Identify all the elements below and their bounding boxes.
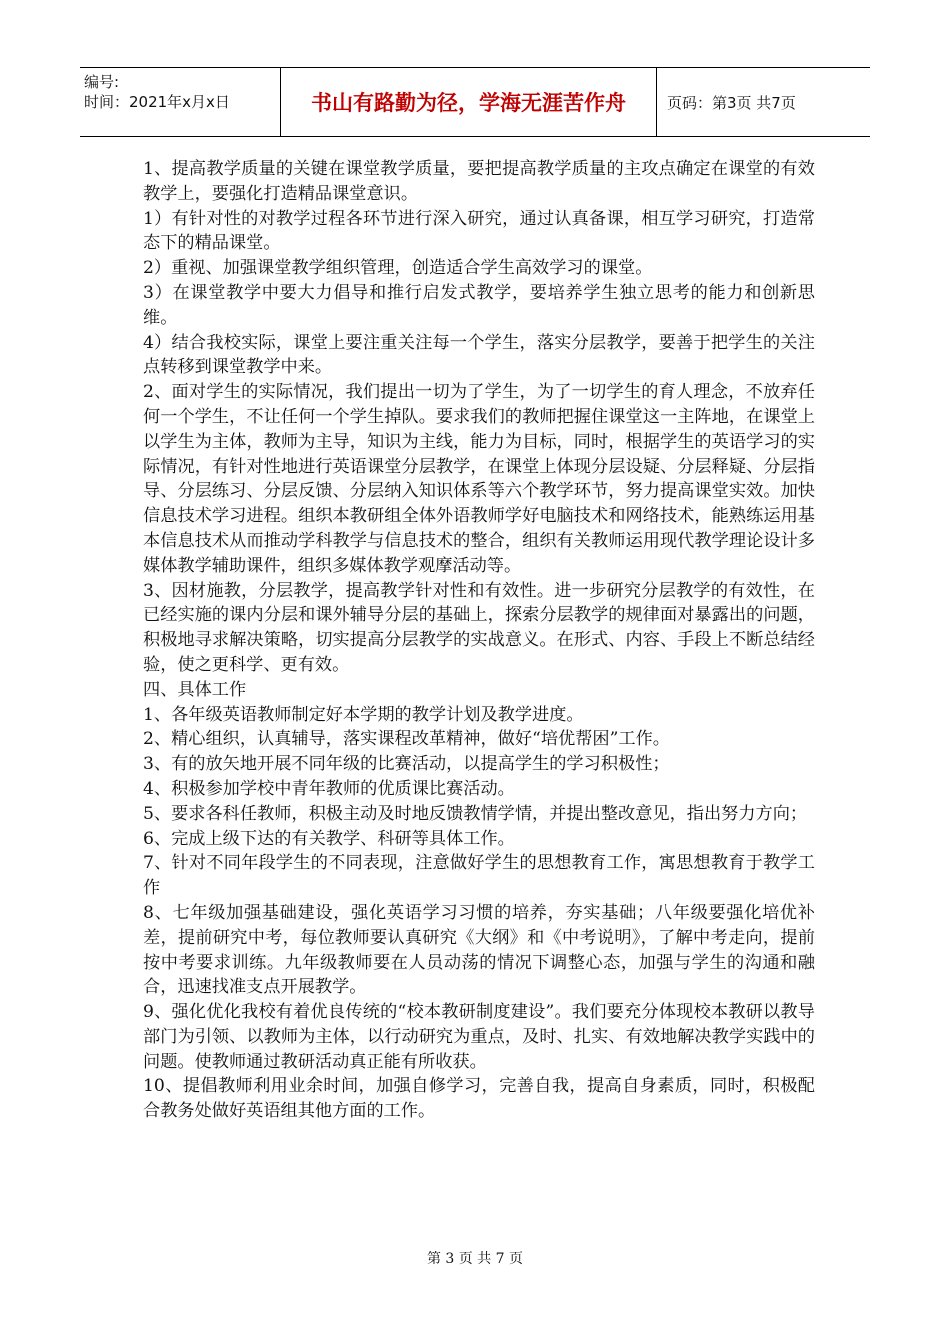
paragraph: 5、要求各科任教师，积极主动及时地反馈教情学情，并提出整改意见，指出努力方向； bbox=[143, 803, 808, 824]
header-motto: 书山有路勤为径，学海无涯苦作舟 bbox=[280, 68, 657, 136]
paragraph: 8、七年级加强基础建设，强化英语学习习惯的培养，夯实基础；八年级要强化培优补差，提前研究中考，每位教师要认真研究《大纲》和《中考说明》，了解中考走向，提前按中考要求训练。九年级教师要在人员动荡的情况下调整心态，加强与学生的沟通和融合，迅速找准支点开展教学。 bbox=[143, 902, 815, 998]
paragraph: 7、针对不同年段学生的不同表现，注意做好学生的思想教育工作，寓思想教育于教学工作 bbox=[143, 853, 815, 899]
page-footer: 第 3 页 共 7 页 bbox=[426, 1251, 524, 1267]
paragraph: 1、提高教学质量的关键在课堂教学质量，要把提高教学质量的主攻点确定在课堂的有效教学上，要强化打造精品课堂意识。 bbox=[143, 159, 815, 204]
paragraph: 4）结合我校实际，课堂上要注重关注每一个学生，落实分层教学，要善于把学生的关注点转移到课堂教学中来。 bbox=[143, 332, 815, 378]
section-heading: 四、具体工作 bbox=[143, 679, 247, 700]
paragraph: 3、有的放矢地开展不同年级的比赛活动，以提高学生的学习积极性； bbox=[143, 754, 670, 775]
paragraph: 1）有针对性的对教学过程各环节进行深入研究，通过认真备课，相互学习研究，打造常态下的精品课堂。 bbox=[143, 208, 815, 254]
paragraph: 4、积极参加学校中青年教师的优质课比赛活动。 bbox=[143, 778, 515, 799]
paragraph: 1、各年级英语教师制定好本学期的教学计划及教学进度。 bbox=[143, 704, 584, 725]
header-meta bbox=[80, 68, 280, 136]
paragraph: 9、强化优化我校有着优良传统的“校本教研制度建设”。我们要充分体现校本教研以教导部门为引领、以教师为主体，以行动研究为重点，及时、扎实、有效地解决教学实践中的问题。使教师通过教研活动真正能有所收获。 bbox=[143, 1002, 815, 1072]
page-header bbox=[80, 67, 870, 137]
paragraph: 3、因材施教，分层教学，提高教学针对性和有效性。进一步研究分层教学的有效性，在已经实施的课内分层和课外辅导分层的基础上，探索分层教学的规律面对暴露出的问题，积极地寻求解决策略，切实提高分层教学的实战意义。在形式、内容、手段上不断总结经验，使之更科学、更有效。 bbox=[143, 580, 815, 675]
paragraph: 10、提倡教师利用业余时间，加强自修学习，完善自我，提高自身素质，同时，积极配合教务处做好英语组其他方面的工作。 bbox=[143, 1076, 815, 1122]
paragraph: 6、完成上级下达的有关教学、科研等具体工作。 bbox=[143, 828, 515, 849]
document-body bbox=[143, 157, 815, 1124]
header-page-info: 页码：第3页 共7页 bbox=[667, 93, 796, 112]
time-label: 时间：2021年x月x日 bbox=[84, 93, 230, 111]
paragraph: 2、精心组织，认真辅导，落实课程改革精神，做好“培优帮困”工作。 bbox=[143, 729, 670, 750]
paragraph: 2、面对学生的实际情况，我们提出一切为了学生，为了一切学生的育人理念，不放弃任何一个学生，不让任何一个学生掉队。要求我们的教师把握住课堂这一主阵地，在课堂上以学生为主体，教师为主导，知识为主线，能力为目标，同时，根据学生的英语学习的实际情况，有针对性地进行英语课堂分层教学，在课堂上体现分层设疑、分层释疑、分层指导、分层练习、分层反馈、分层纳入知识体系等六个教学环节，努力提高课堂实效。加快信息技术学习进程。组织本教研组全体外语教师学好电脑技术和网络技术，能熟练运用基本信息技术从而推动学科教学与信息技术的整合，组织有关教师运用现代教学理论设计多媒体教学辅助课件，组织多媒体教学观摩活动等。 bbox=[143, 382, 815, 576]
paragraph: 3）在课堂教学中要大力倡导和推行启发式教学，要培养学生独立思考的能力和创新思维。 bbox=[143, 282, 815, 328]
paragraph: 2）重视、加强课堂教学组织管理，创造适合学生高效学习的课堂。 bbox=[143, 258, 653, 279]
serial-label: 编号: bbox=[84, 73, 120, 91]
